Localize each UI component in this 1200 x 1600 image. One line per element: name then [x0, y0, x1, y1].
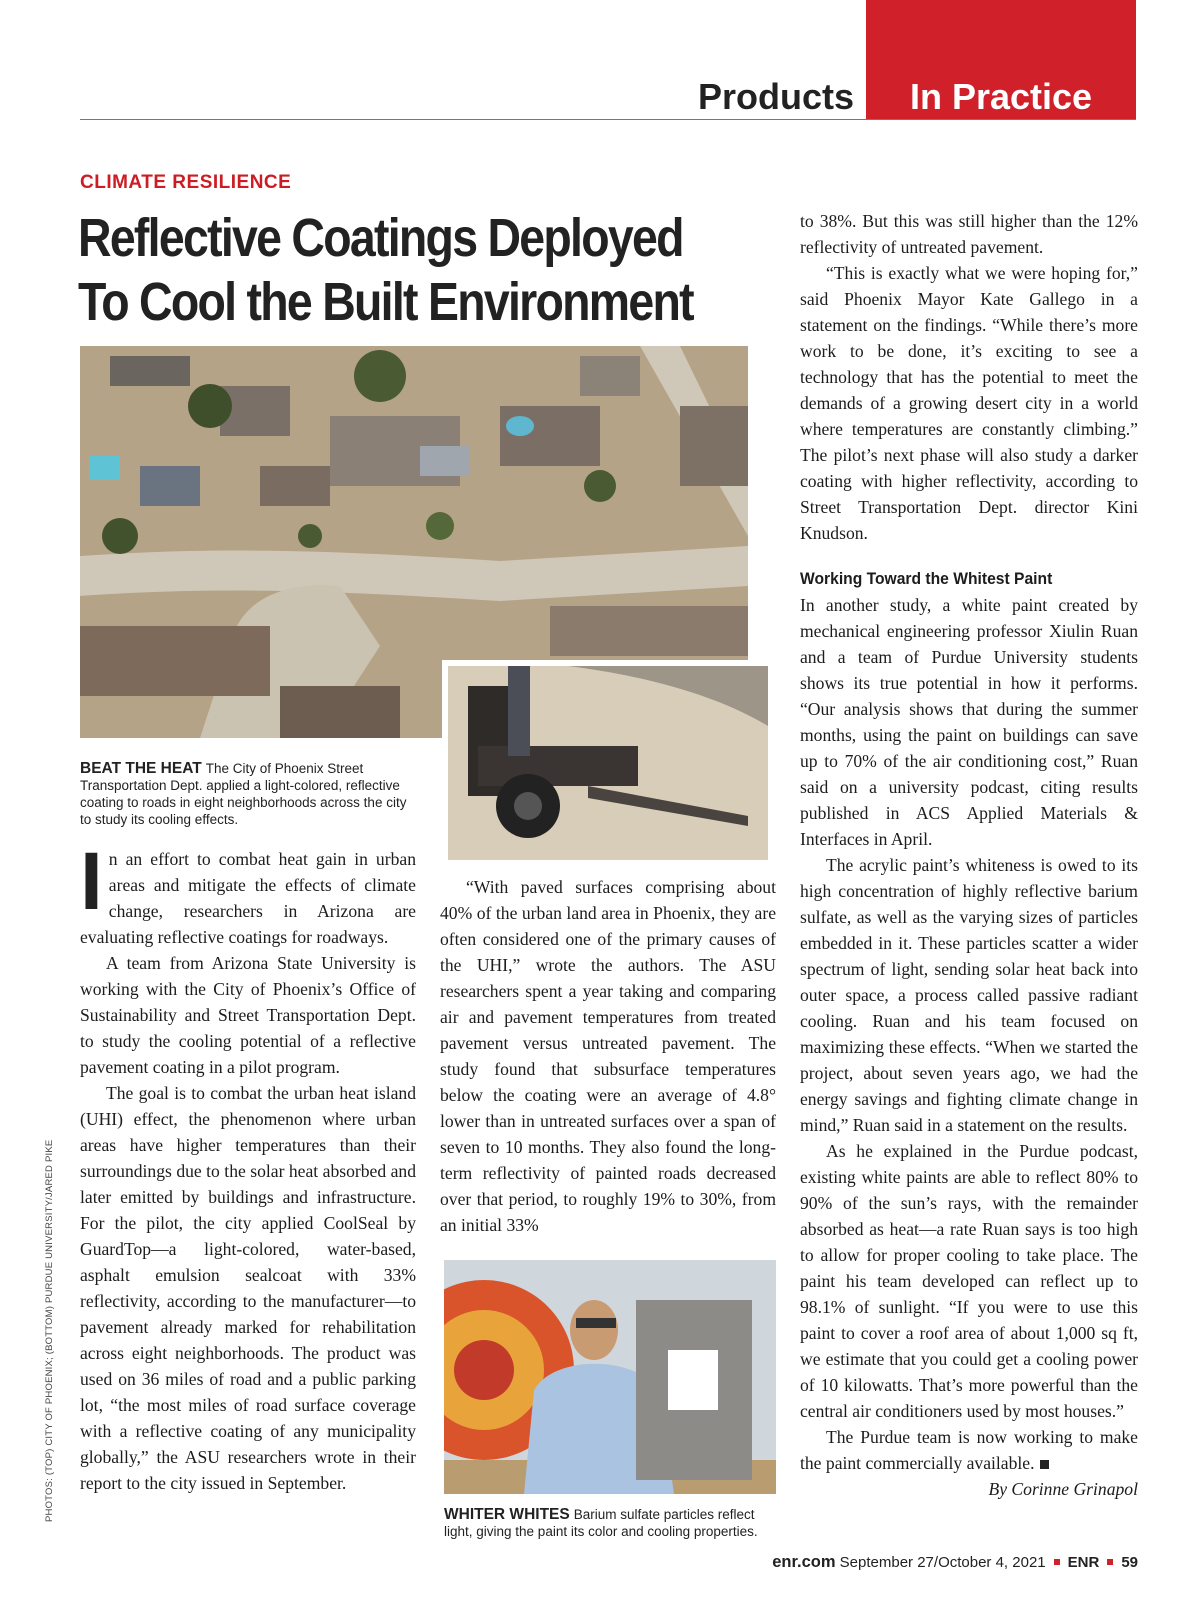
footer-separator: [1107, 1559, 1113, 1565]
headline: [78, 206, 693, 334]
header-rule: [80, 119, 1136, 120]
footer-date: September 27/October 4, 2021: [839, 1554, 1046, 1571]
footer-site: enr.com: [772, 1553, 836, 1571]
subhead: Working Toward the Whitest Paint: [800, 569, 1053, 588]
caption-beat-the-heat: [80, 760, 420, 828]
paragraph: In an effort to combat heat gain in urban areas and mitigate the effects of climate change, researchers in Arizona are evaluating reflective coatings for roadways.: [80, 836, 416, 947]
footer-publication: ENR: [1067, 1554, 1100, 1571]
body-column-1: [80, 836, 416, 1496]
paragraph: As he explained in the Purdue podcast, existing white paints are able to reflect 80% to 90% of the sun’s rays, with the remainder absorbed as heat—a rate Ruan says is too high to allow for proper cooling to take place. The paint his team developed can reflect up to 98.1% of sunlight. “If you were to use this paint to cover a roof area of about 1,000 sq ft, we estimate that you could get a cooling power of 10 kilowatts. That’s more powerful than the central air conditioners used by most houses.”: [800, 1141, 1138, 1421]
paving-machine-photo: [442, 660, 774, 866]
subsection-label: In Practice: [909, 76, 1093, 117]
paragraph: “With paved surfaces comprising about 40% of the urban land area in Phoenix, they are often considered one of the primary causes of the UHI,” wrote the authors. The ASU researchers spent a year taking and comparing air and pavement temperatures from treated pavement versus untreated pavement. The study found that subsurface temperatures below the coating were an average of 4.8° lower than in untreated surfaces over a span of seven to 10 months. They also found the long-term reflectivity of painted roads decreased over that period, to roughly 19% to 30%, from an initial 33%: [440, 877, 776, 1235]
drop-cap: I: [80, 836, 103, 927]
paragraph: The acrylic paint’s whiteness is owed to its high concentration of highly reflective barium sulfate, as well as the varying sizes of particles embedded in it. These particles scatter a wider spectrum of light, sending solar heat back into outer space, a process called passive radiant cooling. Ruan and his team focused on maximizing these effects. “When we started the project, about seven years ago, we had the energy savings and fighting climate change in mind,” Ruan said in a statement on the results.: [800, 855, 1138, 1135]
paragraph: to 38%. But this was still higher than the 12% reflectivity of untreated pavement.: [800, 211, 1138, 257]
researcher-with-paint-panel-photo: [444, 1260, 776, 1494]
body-column-2: [440, 874, 776, 1238]
headline-line-1: Reflective Coatings Deployed: [78, 208, 683, 268]
end-mark: [1040, 1460, 1049, 1469]
footer: [772, 1553, 1138, 1572]
paragraph: The goal is to combat the urban heat island (UHI) effect, the phenomenon where urban areas have higher temperatures than their surroundings due to the solar heat absorbed and later emitted by buildings and infrastructure. For the pilot, the city applied CoolSeal by GuardTop—a light-colored, water-based, asphalt emulsion sealcoat with 33% reflectivity, according to the manufacturer—to pavement already marked for rehabilitation across eight neighborhoods. The product was used on 36 miles of road and a public parking lot, “the most miles of road surface coverage with a reflective coating of any municipality globally,” the ASU researchers wrote in their report to the city issued in September.: [80, 1083, 416, 1493]
section-label: Products: [697, 76, 854, 117]
headline-line-2: To Cool the Built Environment: [78, 272, 693, 332]
caption-lead: BEAT THE HEAT: [80, 760, 202, 777]
paragraph: A team from Arizona State University is working with the City of Phoenix’s Office of Sustainability and Street Transportation Dept. to study the cooling potential of a reflective pavement coating in a pilot program.: [80, 953, 416, 1077]
footer-separator: [1054, 1559, 1060, 1565]
caption-text: The City of Phoenix Street Transportation Dept. applied a light-colored, reflective coating to roads in eight neighborhoods across the city to study its cooling effects.: [80, 761, 407, 827]
photo-credit: PHOTOS: (TOP) CITY OF PHOENIX; (BOTTOM) PURDUE UNIVERSITY/JARED PIKE: [44, 1139, 55, 1522]
paragraph: The Purdue team is now working to make the paint commercially available.: [800, 1427, 1138, 1473]
body-column-3: [800, 208, 1138, 1502]
byline: By Corinne Grinapol: [988, 1479, 1138, 1499]
page-number: 59: [1121, 1554, 1138, 1571]
kicker: CLIMATE RESILIENCE: [80, 172, 292, 193]
paragraph: “This is exactly what we were hoping for,” said Phoenix Mayor Kate Gallego in a statement on the findings. “While there’s more work to be done, it’s exciting to see a technology that has the potential to meet the demands of a growing desert city in a world where temperatures are constantly climbing.” The pilot’s next phase will also study a darker coating with higher reflectivity, according to Street Transportation Dept. director Kini Knudson.: [800, 263, 1138, 543]
caption-lead: WHITER WHITES: [444, 1506, 570, 1523]
caption-whiter-whites: [444, 1506, 778, 1540]
caption-text: Barium sulfate particles reflect light, giving the paint its color and cooling properties.: [444, 1507, 758, 1539]
paragraph: In another study, a white paint created by mechanical engineering professor Xiulin Ruan and a team of Purdue University students shows its true potential in how it performs. “Our analysis shows that during the summer months, using the paint on buildings can save up to 70% of the air conditioning cost,” Ruan said on a university podcast, citing results published in ACS Applied Materials & Interfaces in April.: [800, 595, 1138, 849]
